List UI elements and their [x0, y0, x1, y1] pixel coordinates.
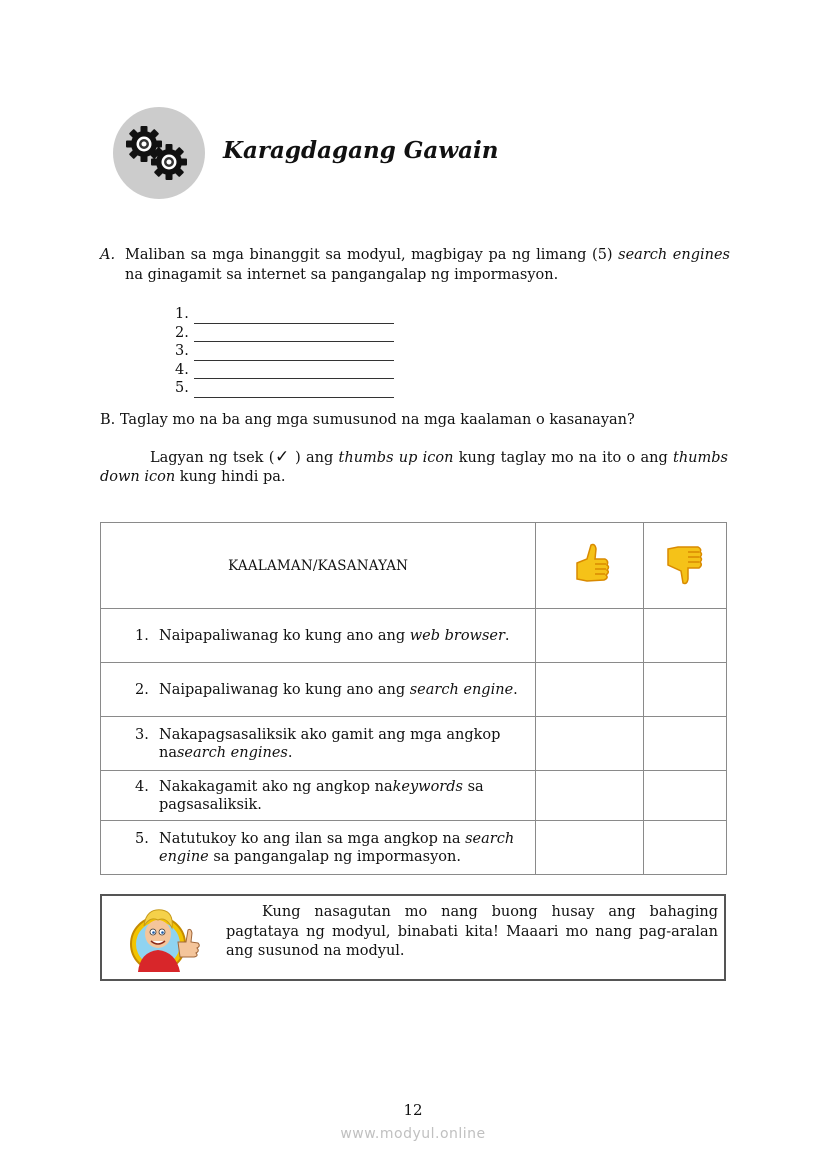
thumbs-up-checkbox-5[interactable]: [536, 821, 644, 875]
blank-number: 1.: [175, 306, 189, 322]
instruction-text: kung taglay mo na ito o ang: [453, 450, 674, 466]
item-number: 5.: [135, 830, 149, 847]
header-skill: KAALAMAN/KASANAYAN: [101, 523, 536, 609]
section-a-prompt: [125, 245, 730, 285]
skill-cell: [101, 821, 536, 875]
thumbs-up-icon: [569, 541, 611, 587]
thumbs-down-checkbox-1[interactable]: [644, 609, 727, 663]
skill-cell: [101, 771, 536, 821]
blank-number: 3.: [175, 343, 189, 359]
prompt-italic: search engines: [618, 247, 730, 263]
gears-icon: [113, 107, 205, 199]
instruction-text: ) ang: [289, 450, 339, 466]
watermark: www.modyul.online: [340, 1126, 486, 1142]
skill-cell: [101, 609, 536, 663]
blank-row: [175, 324, 394, 343]
section-a: [100, 245, 730, 285]
skills-checklist-table: [100, 522, 727, 875]
page-title: Karagdagang Gawain: [223, 137, 499, 164]
thumbs-up-checkbox-3[interactable]: [536, 717, 644, 771]
prompt-text: na ginagamit sa internet sa pangangalap ng impormasyon.: [125, 267, 559, 283]
answer-field-4[interactable]: [194, 365, 394, 379]
thumbs-down-icon: [664, 541, 706, 587]
skill-text: Nakapagsasaliksik ako gamit ang mga angkop nasearch engines.: [159, 726, 501, 761]
section-a-label: A.: [100, 247, 116, 263]
table-row: [101, 717, 727, 771]
header-thumbs-down: [644, 523, 727, 609]
section-b-instruction: [100, 448, 728, 487]
blank-number: 5.: [175, 380, 189, 396]
item-number: 2.: [135, 681, 149, 698]
section-header: [113, 107, 533, 199]
skill-text: Naipapaliwanag ko kung ano ang search engine.: [159, 681, 518, 698]
thumbs-up-checkbox-2[interactable]: [536, 663, 644, 717]
answer-field-1[interactable]: [194, 310, 394, 324]
answer-blanks: [175, 305, 394, 398]
thumbs-down-checkbox-5[interactable]: [644, 821, 727, 875]
thumbs-up-checkbox-4[interactable]: [536, 771, 644, 821]
congratulations-text: Kung nasagutan mo nang buong husay ang bahaging pagtataya ng modyul, binabati kita! Maaari mo nang pag-aralan ang susunod na modyul.: [226, 904, 718, 959]
skill-text: Nakakagamit ako ng angkop nakeywords sa pagsasaliksik.: [159, 778, 484, 813]
blank-number: 2.: [175, 324, 189, 341]
blank-row: [175, 361, 394, 380]
thumbs-up-checkbox-1[interactable]: [536, 609, 644, 663]
item-number: 4.: [135, 778, 149, 795]
skill-text: Naipapaliwanag ko kung ano ang web browser.: [159, 627, 510, 644]
instruction-text: Lagyan ng tsek (: [150, 450, 275, 466]
thumbs-down-checkbox-4[interactable]: [644, 771, 727, 821]
congratulations-box: [100, 894, 726, 981]
skill-cell: [101, 663, 536, 717]
skill-cell: [101, 717, 536, 771]
mascot-thumbs-up-icon: [128, 902, 210, 978]
skill-text: Natutukoy ko ang ilan sa mga angkop na search engine sa pangangalap ng impormasyon.: [159, 830, 515, 865]
table-row: [101, 821, 727, 875]
prompt-text: Maliban sa mga binanggit sa modyul, magbigay pa ng limang (5): [125, 247, 619, 263]
section-b-question: B. Taglay mo na ba ang mga sumusunod na mga kaalaman o kasanayan?: [100, 412, 635, 428]
table-row: [101, 609, 727, 663]
blank-row: [175, 342, 394, 361]
answer-field-3[interactable]: [194, 347, 394, 361]
thumbs-down-checkbox-3[interactable]: [644, 717, 727, 771]
instruction-italic: thumbs down icon: [100, 450, 728, 485]
answer-field-5[interactable]: [194, 384, 394, 398]
table-row: [101, 663, 727, 717]
table-header-row: [101, 523, 727, 609]
header-thumbs-up: [536, 523, 644, 609]
page-number: 12: [403, 1101, 423, 1119]
instruction-italic: thumbs up icon: [338, 450, 454, 466]
table-row: [101, 771, 727, 821]
blank-row: [175, 305, 394, 324]
item-number: 1.: [135, 627, 149, 644]
blank-number: 4.: [175, 361, 189, 378]
item-number: 3.: [135, 726, 149, 743]
thumbs-down-checkbox-2[interactable]: [644, 663, 727, 717]
answer-field-2[interactable]: [194, 328, 394, 342]
checkmark-icon: ✓: [274, 447, 290, 467]
instruction-text: kung hindi pa.: [175, 469, 286, 485]
blank-row: [175, 379, 394, 398]
